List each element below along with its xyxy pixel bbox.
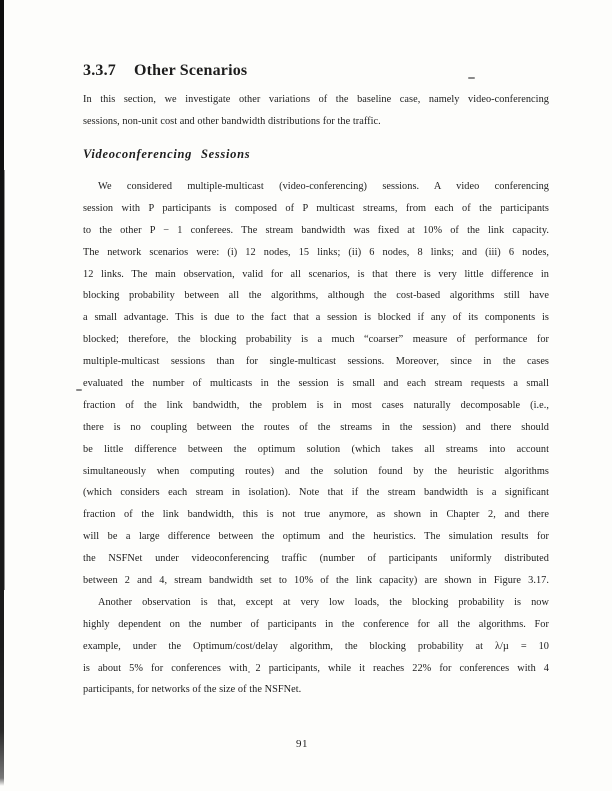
text-line: (which considers each stream in isolation). Note that if the stream bandwidth is a significant	[83, 487, 549, 499]
text-line: multiple-multicast sessions than for single-multicast sessions. Moreover, since in the cases	[83, 356, 549, 368]
text-line: fraction of the link bandwidth, the problem is in most cases naturally decomposable (i.e.,	[83, 399, 549, 411]
text-line: the NSFNet under videoconferencing traffic (number of participants uniformly distributed	[83, 553, 549, 565]
text-line: We considered multiple-multicast (video-conferencing) sessions. A video conferencing	[98, 181, 549, 192]
text-line: fraction of the link bandwidth, this is not true anymore, as shown in Chapter 2, and there	[83, 509, 549, 521]
subsection-heading: Videoconferencing Sessions	[83, 147, 251, 161]
text-line: session with P participants is composed of P multicast streams, from each of the participants	[83, 202, 549, 214]
text-line: 12 links. The main observation, valid for all scenarios, is that there is very little difference in	[83, 268, 549, 280]
text-line: a small advantage. This is due to the fact that a session is blocked if any of its components is	[83, 312, 549, 324]
text-line: highly dependent on the number of participants in the conference for all the algorithms. For	[83, 618, 549, 630]
intro-paragraph	[83, 89, 549, 133]
text-line: there is no coupling between the routes of the streams in the session) and there should	[83, 421, 549, 433]
scan-speck	[76, 389, 82, 391]
section-heading	[83, 62, 247, 80]
scan-speck	[468, 77, 475, 79]
text-line: will be a large difference between the optimum and the heuristics. The simulation results for	[83, 531, 549, 543]
section-title: Other Scenarios	[134, 62, 248, 79]
main-text-block	[83, 176, 549, 701]
text-line: be little difference between the optimum solution (which takes all streams into account	[83, 443, 549, 455]
text-line: simultaneously when computing routes) and the solution found by the heuristic algorithms	[83, 465, 549, 477]
text-line: to the other P − 1 conferees. The stream bandwidth was fixed at 10% of the link capacity.	[83, 224, 549, 236]
closing-paragraph	[83, 592, 549, 701]
text-line: example, under the Optimum/cost/delay algorithm, the blocking probability at λ/µ = 10	[83, 640, 549, 652]
text-line: is about 5% for conferences with 2 participants, while it reaches 22% for conferences with 4	[83, 662, 549, 674]
text-line: Another observation is that, except at very low loads, the blocking probability is now	[98, 596, 549, 608]
section-number: 3.3.7	[83, 62, 116, 79]
text-line: In this section, we investigate other variations of the baseline case, namely video-conferencing	[83, 94, 549, 105]
page-number: 91	[296, 738, 308, 750]
text-line: participants, for networks of the size of the NSFNet.	[83, 684, 302, 696]
text-line: The network scenarios were: (i) 12 nodes, 15 links; (ii) 6 nodes, 8 links; and (iii) 6 nodes,	[83, 246, 549, 258]
text-line: sessions, non-unit cost and other bandwidth distributions for the traffic.	[83, 115, 381, 127]
text-line: blocked; therefore, the blocking probability is a much “coarser” measure of performance for	[83, 334, 549, 346]
text-line: evaluated the number of multicasts in the session is small and each stream requests a small	[83, 378, 549, 390]
text-line: between 2 and 4, stream bandwidth set to 10% of the link capacity) are shown in Figure 3.17.	[83, 575, 549, 587]
scan-edge-artifact-shadow	[4, 170, 5, 590]
text-line: blocking probability between all the algorithms, although the cost-based algorithms still have	[83, 290, 549, 302]
main-paragraph	[83, 176, 549, 592]
